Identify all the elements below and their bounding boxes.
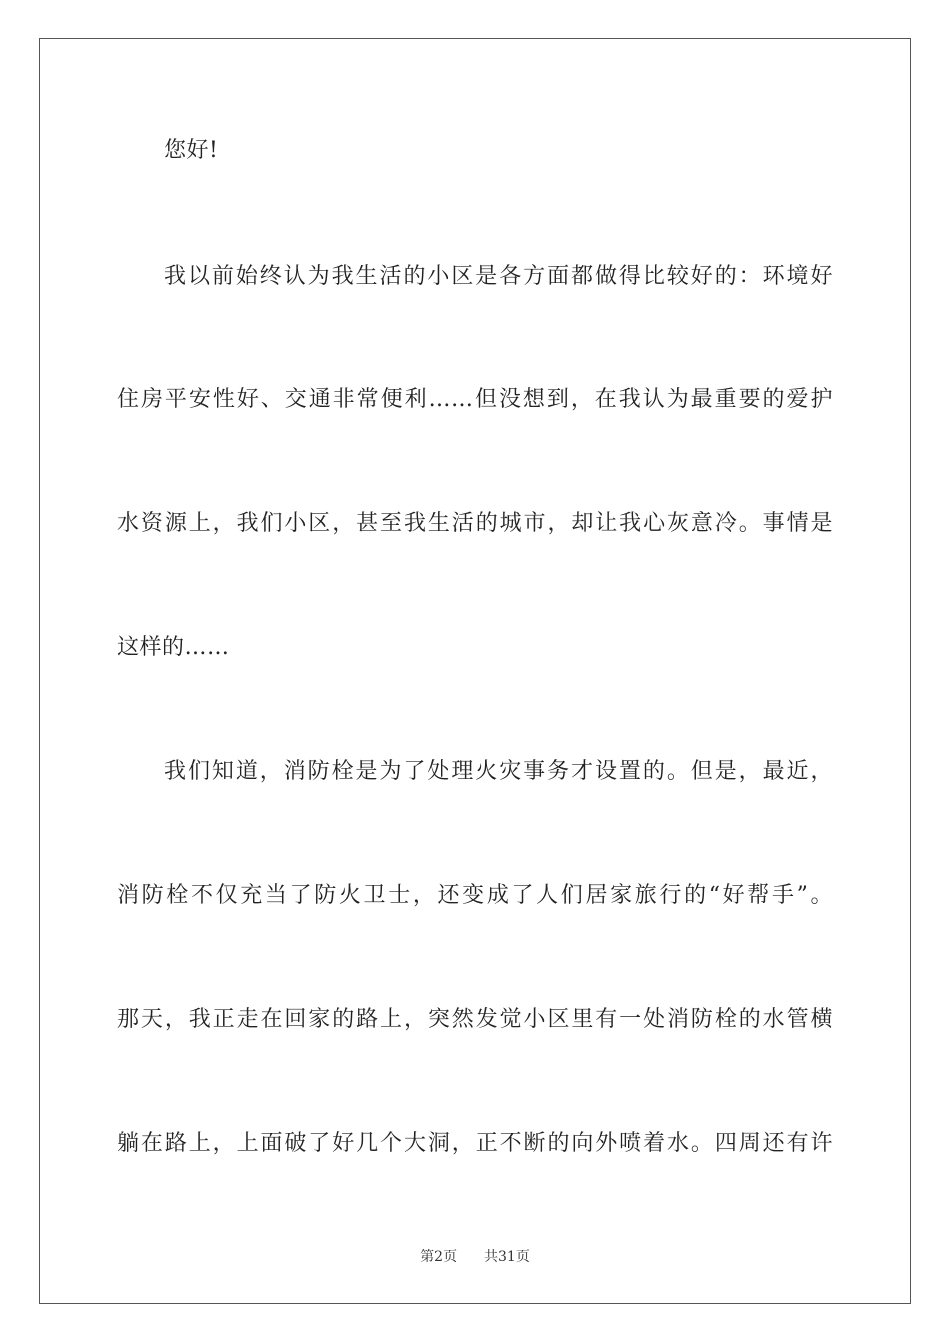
paragraph-line: 我以前始终认为我生活的小区是各方面都做得比较好的：环境好	[164, 264, 833, 289]
page-number: 第2页	[420, 1249, 458, 1265]
paragraph-line: 躺在路上，上面破了好几个大洞，正不断的向外喷着水。四周还有许	[117, 1131, 833, 1156]
paragraph-line: 那天，我正走在回家的路上，突然发觉小区里有一处消防栓的水管横	[117, 1007, 833, 1032]
page-border	[39, 38, 911, 1304]
paragraph-line: 我们知道，消防栓是为了处理火灾事务才设置的。但是，最近，	[164, 759, 833, 784]
paragraph-line: 这样的……	[117, 635, 230, 660]
greeting-line: 您好!	[164, 138, 219, 163]
paragraph-line: 水资源上，我们小区，甚至我生活的城市，却让我心灰意冷。事情是	[117, 511, 833, 536]
paragraph-line: 消防栓不仅充当了防火卫士，还变成了人们居家旅行的“好帮手”。	[117, 883, 833, 908]
page-footer	[0, 1248, 950, 1266]
paragraph-line: 住房平安性好、交通非常便利……但没想到，在我认为最重要的爱护	[117, 387, 833, 412]
total-pages: 共31页	[484, 1249, 530, 1265]
